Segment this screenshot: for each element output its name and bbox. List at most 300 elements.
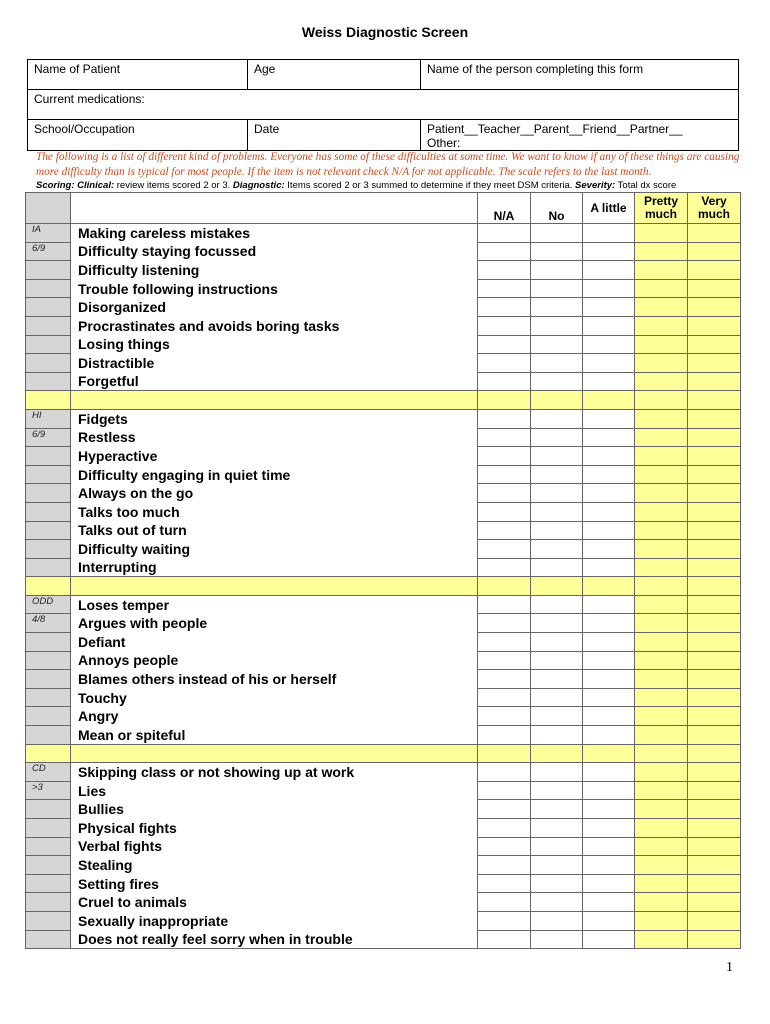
rating-cell-very-much[interactable] [688,595,741,614]
rating-cell-na[interactable] [478,856,531,875]
rating-cell-no[interactable] [531,558,583,577]
age-label: Age [254,62,276,76]
date-field[interactable] [248,120,421,151]
section-code-cell: ODD [26,595,71,614]
section-code-cell [26,372,71,391]
rating-cell-a-little[interactable] [583,484,635,503]
section-code-cell: 6/9 [26,242,71,261]
rating-cell-no[interactable] [531,409,583,428]
rating-cell-pretty-much[interactable] [635,819,688,838]
rating-cell-no[interactable] [531,261,583,280]
rating-cell-a-little[interactable] [583,261,635,280]
rating-cell-no[interactable] [531,819,583,838]
section-code-cell [26,447,71,466]
separator-cell [478,744,531,763]
page-title: Weiss Diagnostic Screen [301,24,469,40]
table-row [26,893,741,912]
item-label: Argues with people [71,614,478,633]
section-code-cell [26,261,71,280]
diagnostic-label: Diagnostic: [232,180,285,191]
item-label: Talks too much [71,502,478,521]
patient-name-field[interactable] [28,60,248,90]
rating-cell-pretty-much[interactable] [635,447,688,466]
rating-cell-na[interactable] [478,819,531,838]
rating-cell-no[interactable] [531,224,583,243]
scoring-note [36,180,746,191]
section-separator [26,744,741,763]
table-row [26,484,741,503]
rating-cell-very-much[interactable] [688,242,741,261]
page-number: 1 [726,960,733,975]
rating-cell-very-much[interactable] [688,614,741,633]
table-row [26,707,741,726]
section-code-cell [26,540,71,559]
rating-cell-pretty-much[interactable] [635,651,688,670]
rating-cell-pretty-much[interactable] [635,930,688,949]
table-row [26,651,741,670]
rating-cell-a-little[interactable] [583,428,635,447]
rating-cell-a-little[interactable] [583,707,635,726]
rating-cell-very-much[interactable] [688,261,741,280]
table-row [26,261,741,280]
rating-cell-na[interactable] [478,279,531,298]
rating-cell-no[interactable] [531,800,583,819]
section-code-cell [26,651,71,670]
column-header-a-little: A little [583,193,635,224]
section-code-cell [26,335,71,354]
rating-cell-no[interactable] [531,856,583,875]
rating-cell-a-little[interactable] [583,465,635,484]
rating-cell-pretty-much[interactable] [635,261,688,280]
rating-cell-a-little[interactable] [583,540,635,559]
rating-cell-na[interactable] [478,409,531,428]
rating-cell-no[interactable] [531,595,583,614]
rating-cell-pretty-much[interactable] [635,670,688,689]
rating-cell-a-little[interactable] [583,595,635,614]
patient-info-table [27,59,739,151]
section-code-cell [26,874,71,893]
rating-cell-na[interactable] [478,316,531,335]
rating-cell-no[interactable] [531,335,583,354]
rating-cell-a-little[interactable] [583,837,635,856]
rating-cell-na[interactable] [478,298,531,317]
rating-cell-no[interactable] [531,484,583,503]
rating-cell-pretty-much[interactable] [635,298,688,317]
item-label: Fidgets [71,409,478,428]
rating-cell-na[interactable] [478,837,531,856]
rating-cell-no[interactable] [531,372,583,391]
rating-cell-very-much[interactable] [688,540,741,559]
rating-cell-pretty-much[interactable] [635,354,688,373]
separator-cell [635,577,688,596]
rating-cell-no[interactable] [531,279,583,298]
separator-cell [71,577,478,596]
rating-cell-no[interactable] [531,428,583,447]
rating-cell-pretty-much[interactable] [635,316,688,335]
date-label: Date [254,122,280,136]
rating-cell-pretty-much[interactable] [635,558,688,577]
rating-cell-very-much[interactable] [688,893,741,912]
rating-cell-very-much[interactable] [688,447,741,466]
section-code-cell [26,558,71,577]
rating-cell-pretty-much[interactable] [635,874,688,893]
rating-cell-pretty-much[interactable] [635,707,688,726]
item-label: Trouble following instructions [71,279,478,298]
rating-cell-a-little[interactable] [583,856,635,875]
item-label: Verbal fights [71,837,478,856]
rating-cell-a-little[interactable] [583,688,635,707]
rating-cell-very-much[interactable] [688,874,741,893]
rating-table [25,192,741,949]
separator-cell [478,577,531,596]
rating-cell-pretty-much[interactable] [635,911,688,930]
rating-cell-no[interactable] [531,316,583,335]
table-row [26,316,741,335]
item-label: Sexually inappropriate [71,911,478,930]
rating-cell-no[interactable] [531,651,583,670]
rating-cell-na[interactable] [478,688,531,707]
rating-cell-na[interactable] [478,521,531,540]
rating-cell-na[interactable] [478,763,531,782]
rating-cell-pretty-much[interactable] [635,763,688,782]
rating-cell-very-much[interactable] [688,224,741,243]
rating-cell-na[interactable] [478,242,531,261]
separator-cell [688,391,741,410]
table-header-row [26,193,741,224]
section-code-cell [26,298,71,317]
rating-cell-pretty-much[interactable] [635,428,688,447]
rating-cell-no[interactable] [531,781,583,800]
table-row [26,930,741,949]
section-code-cell: HI [26,409,71,428]
section-code-cell: IA [26,224,71,243]
rating-cell-pretty-much[interactable] [635,465,688,484]
rating-cell-no[interactable] [531,726,583,745]
item-label: Talks out of turn [71,521,478,540]
rating-cell-a-little[interactable] [583,279,635,298]
table-row [26,800,741,819]
rating-cell-very-much[interactable] [688,726,741,745]
rating-cell-no[interactable] [531,707,583,726]
rating-cell-very-much[interactable] [688,558,741,577]
rating-cell-very-much[interactable] [688,633,741,652]
relation-other: Other: [427,136,461,150]
rating-cell-a-little[interactable] [583,930,635,949]
rating-cell-na[interactable] [478,726,531,745]
section-code-cell [26,688,71,707]
rating-cell-no[interactable] [531,688,583,707]
item-label: Bullies [71,800,478,819]
rating-cell-na[interactable] [478,893,531,912]
rating-cell-na[interactable] [478,633,531,652]
item-label: Physical fights [71,819,478,838]
rating-cell-a-little[interactable] [583,521,635,540]
rating-cell-very-much[interactable] [688,911,741,930]
rating-cell-pretty-much[interactable] [635,224,688,243]
rating-cell-na[interactable] [478,428,531,447]
rating-cell-na[interactable] [478,651,531,670]
item-label: Blames others instead of his or herself [71,670,478,689]
rating-cell-very-much[interactable] [688,428,741,447]
rating-cell-a-little[interactable] [583,335,635,354]
section-code-cell: 4/8 [26,614,71,633]
item-label: Difficulty engaging in quiet time [71,465,478,484]
relation-options: Patient__Teacher__Parent__Friend__Partner__ [427,122,683,136]
section-code-cell [26,316,71,335]
item-label: Cruel to animals [71,893,478,912]
section-code-cell [26,726,71,745]
rating-cell-pretty-much[interactable] [635,372,688,391]
rating-cell-na[interactable] [478,540,531,559]
completer-label: Name of the person completing this form [427,62,644,76]
rating-cell-very-much[interactable] [688,298,741,317]
separator-cell [531,391,583,410]
rating-cell-a-little[interactable] [583,763,635,782]
rating-cell-a-little[interactable] [583,670,635,689]
rating-cell-very-much[interactable] [688,837,741,856]
item-label: Stealing [71,856,478,875]
rating-cell-very-much[interactable] [688,279,741,298]
rating-cell-a-little[interactable] [583,502,635,521]
rating-cell-pretty-much[interactable] [635,484,688,503]
rating-cell-very-much[interactable] [688,316,741,335]
item-label: Lies [71,781,478,800]
rating-cell-very-much[interactable] [688,856,741,875]
rating-cell-no[interactable] [531,521,583,540]
table-row [26,428,741,447]
rating-cell-no[interactable] [531,242,583,261]
item-label: Setting fires [71,874,478,893]
section-code-cell [26,521,71,540]
section-code-cell [26,911,71,930]
rating-cell-pretty-much[interactable] [635,279,688,298]
rating-cell-no[interactable] [531,298,583,317]
table-row [26,819,741,838]
rating-cell-very-much[interactable] [688,763,741,782]
section-code-cell: >3 [26,781,71,800]
clinical-label: Clinical: [77,180,115,191]
rating-cell-no[interactable] [531,930,583,949]
rating-cell-na[interactable] [478,595,531,614]
rating-cell-very-much[interactable] [688,521,741,540]
rating-cell-a-little[interactable] [583,911,635,930]
rating-cell-very-much[interactable] [688,707,741,726]
section-code-cell [26,484,71,503]
section-separator [26,577,741,596]
rating-cell-very-much[interactable] [688,819,741,838]
item-label: Hyperactive [71,447,478,466]
relation-field[interactable] [421,120,739,151]
rating-cell-very-much[interactable] [688,484,741,503]
separator-cell [26,744,71,763]
rating-cell-very-much[interactable] [688,372,741,391]
table-row [26,242,741,261]
item-label: Loses temper [71,595,478,614]
rating-cell-very-much[interactable] [688,930,741,949]
section-code-cell: 6/9 [26,428,71,447]
rating-cell-no[interactable] [531,614,583,633]
rating-cell-pretty-much[interactable] [635,837,688,856]
column-header-very-much: Very much [688,193,741,224]
rating-cell-a-little[interactable] [583,372,635,391]
separator-cell [26,577,71,596]
separator-cell [531,577,583,596]
rating-cell-na[interactable] [478,261,531,280]
rating-cell-a-little[interactable] [583,316,635,335]
rating-cell-pretty-much[interactable] [635,335,688,354]
rating-cell-pretty-much[interactable] [635,633,688,652]
rating-cell-no[interactable] [531,670,583,689]
rating-cell-na[interactable] [478,800,531,819]
rating-cell-a-little[interactable] [583,874,635,893]
rating-cell-very-much[interactable] [688,670,741,689]
rating-cell-na[interactable] [478,781,531,800]
rating-cell-very-much[interactable] [688,409,741,428]
rating-cell-na[interactable] [478,354,531,373]
rating-cell-very-much[interactable] [688,502,741,521]
rating-cell-no[interactable] [531,911,583,930]
rating-cell-pretty-much[interactable] [635,893,688,912]
item-label: Difficulty waiting [71,540,478,559]
rating-cell-a-little[interactable] [583,447,635,466]
rating-cell-no[interactable] [531,763,583,782]
item-label: Skipping class or not showing up at work [71,763,478,782]
header-item-cell [71,193,478,224]
item-label: Restless [71,428,478,447]
rating-cell-a-little[interactable] [583,298,635,317]
rating-cell-a-little[interactable] [583,819,635,838]
table-row [26,540,741,559]
rating-cell-na[interactable] [478,874,531,893]
separator-cell [478,391,531,410]
table-row [26,781,741,800]
table-row [26,614,741,633]
rating-cell-na[interactable] [478,484,531,503]
clinical-text: review items scored 2 or 3. [116,180,231,191]
rating-cell-na[interactable] [478,930,531,949]
rating-cell-pretty-much[interactable] [635,502,688,521]
rating-cell-pretty-much[interactable] [635,521,688,540]
rating-cell-na[interactable] [478,707,531,726]
rating-cell-pretty-much[interactable] [635,540,688,559]
rating-cell-na[interactable] [478,224,531,243]
rating-cell-a-little[interactable] [583,409,635,428]
item-label: Making careless mistakes [71,224,478,243]
rating-cell-no[interactable] [531,465,583,484]
rating-cell-pretty-much[interactable] [635,688,688,707]
table-row [26,298,741,317]
column-header-pretty-much: Pretty much [635,193,688,224]
rating-cell-pretty-much[interactable] [635,856,688,875]
rating-cell-a-little[interactable] [583,633,635,652]
section-code-cell [26,893,71,912]
rating-cell-very-much[interactable] [688,688,741,707]
rating-cell-pretty-much[interactable] [635,242,688,261]
medications-label: Current medications: [34,92,145,106]
table-row [26,726,741,745]
patient-name-label: Name of Patient [34,62,121,76]
rating-cell-na[interactable] [478,502,531,521]
rating-cell-a-little[interactable] [583,224,635,243]
rating-cell-very-much[interactable] [688,800,741,819]
rating-cell-na[interactable] [478,614,531,633]
section-code-cell [26,856,71,875]
table-row [26,521,741,540]
instructions-text: The following is a list of different kind of problems. Everyone has some of these difficulties at some time. We want to know if any of these things are causing more difficulty than is typical for most people. If the item is not relevant check N/A for not applicable. The scale refers to the last month. [36,151,740,178]
rating-cell-a-little[interactable] [583,893,635,912]
section-code-cell [26,633,71,652]
section-code-cell [26,465,71,484]
rating-cell-na[interactable] [478,372,531,391]
rating-cell-pretty-much[interactable] [635,595,688,614]
rating-cell-a-little[interactable] [583,242,635,261]
scoring-label: Scoring: [36,180,75,191]
rating-cell-no[interactable] [531,893,583,912]
rating-cell-na[interactable] [478,447,531,466]
completer-name-field[interactable] [421,60,739,90]
rating-cell-pretty-much[interactable] [635,726,688,745]
rating-cell-na[interactable] [478,335,531,354]
rating-cell-very-much[interactable] [688,781,741,800]
rating-cell-a-little[interactable] [583,800,635,819]
rating-cell-a-little[interactable] [583,726,635,745]
table-row [26,279,741,298]
table-row [26,372,741,391]
rating-cell-very-much[interactable] [688,465,741,484]
rating-cell-no[interactable] [531,447,583,466]
rating-cell-no[interactable] [531,354,583,373]
item-label: Mean or spiteful [71,726,478,745]
rating-cell-na[interactable] [478,670,531,689]
school-field[interactable] [28,120,248,151]
rating-cell-pretty-much[interactable] [635,781,688,800]
rating-cell-na[interactable] [478,911,531,930]
table-row [26,447,741,466]
rating-cell-no[interactable] [531,633,583,652]
rating-cell-very-much[interactable] [688,335,741,354]
rating-cell-a-little[interactable] [583,558,635,577]
rating-cell-a-little[interactable] [583,354,635,373]
item-label: Does not really feel sorry when in trouble [71,930,478,949]
rating-cell-na[interactable] [478,465,531,484]
school-label: School/Occupation [34,122,135,136]
rating-cell-no[interactable] [531,837,583,856]
rating-cell-no[interactable] [531,540,583,559]
medications-field[interactable] [28,90,739,120]
rating-cell-no[interactable] [531,502,583,521]
rating-cell-no[interactable] [531,874,583,893]
separator-cell [531,744,583,763]
rating-cell-a-little[interactable] [583,781,635,800]
age-field[interactable] [248,60,421,90]
section-code-cell [26,502,71,521]
rating-cell-very-much[interactable] [688,651,741,670]
section-code-cell [26,670,71,689]
rating-cell-very-much[interactable] [688,354,741,373]
rating-cell-pretty-much[interactable] [635,800,688,819]
section-code-cell [26,800,71,819]
column-header-no: No [531,193,583,224]
table-row [26,874,741,893]
rating-cell-pretty-much[interactable] [635,614,688,633]
section-separator [26,391,741,410]
section-code-cell: CD [26,763,71,782]
rating-cell-pretty-much[interactable] [635,409,688,428]
rating-cell-a-little[interactable] [583,614,635,633]
rating-cell-na[interactable] [478,558,531,577]
rating-cell-a-little[interactable] [583,651,635,670]
section-code-cell [26,707,71,726]
